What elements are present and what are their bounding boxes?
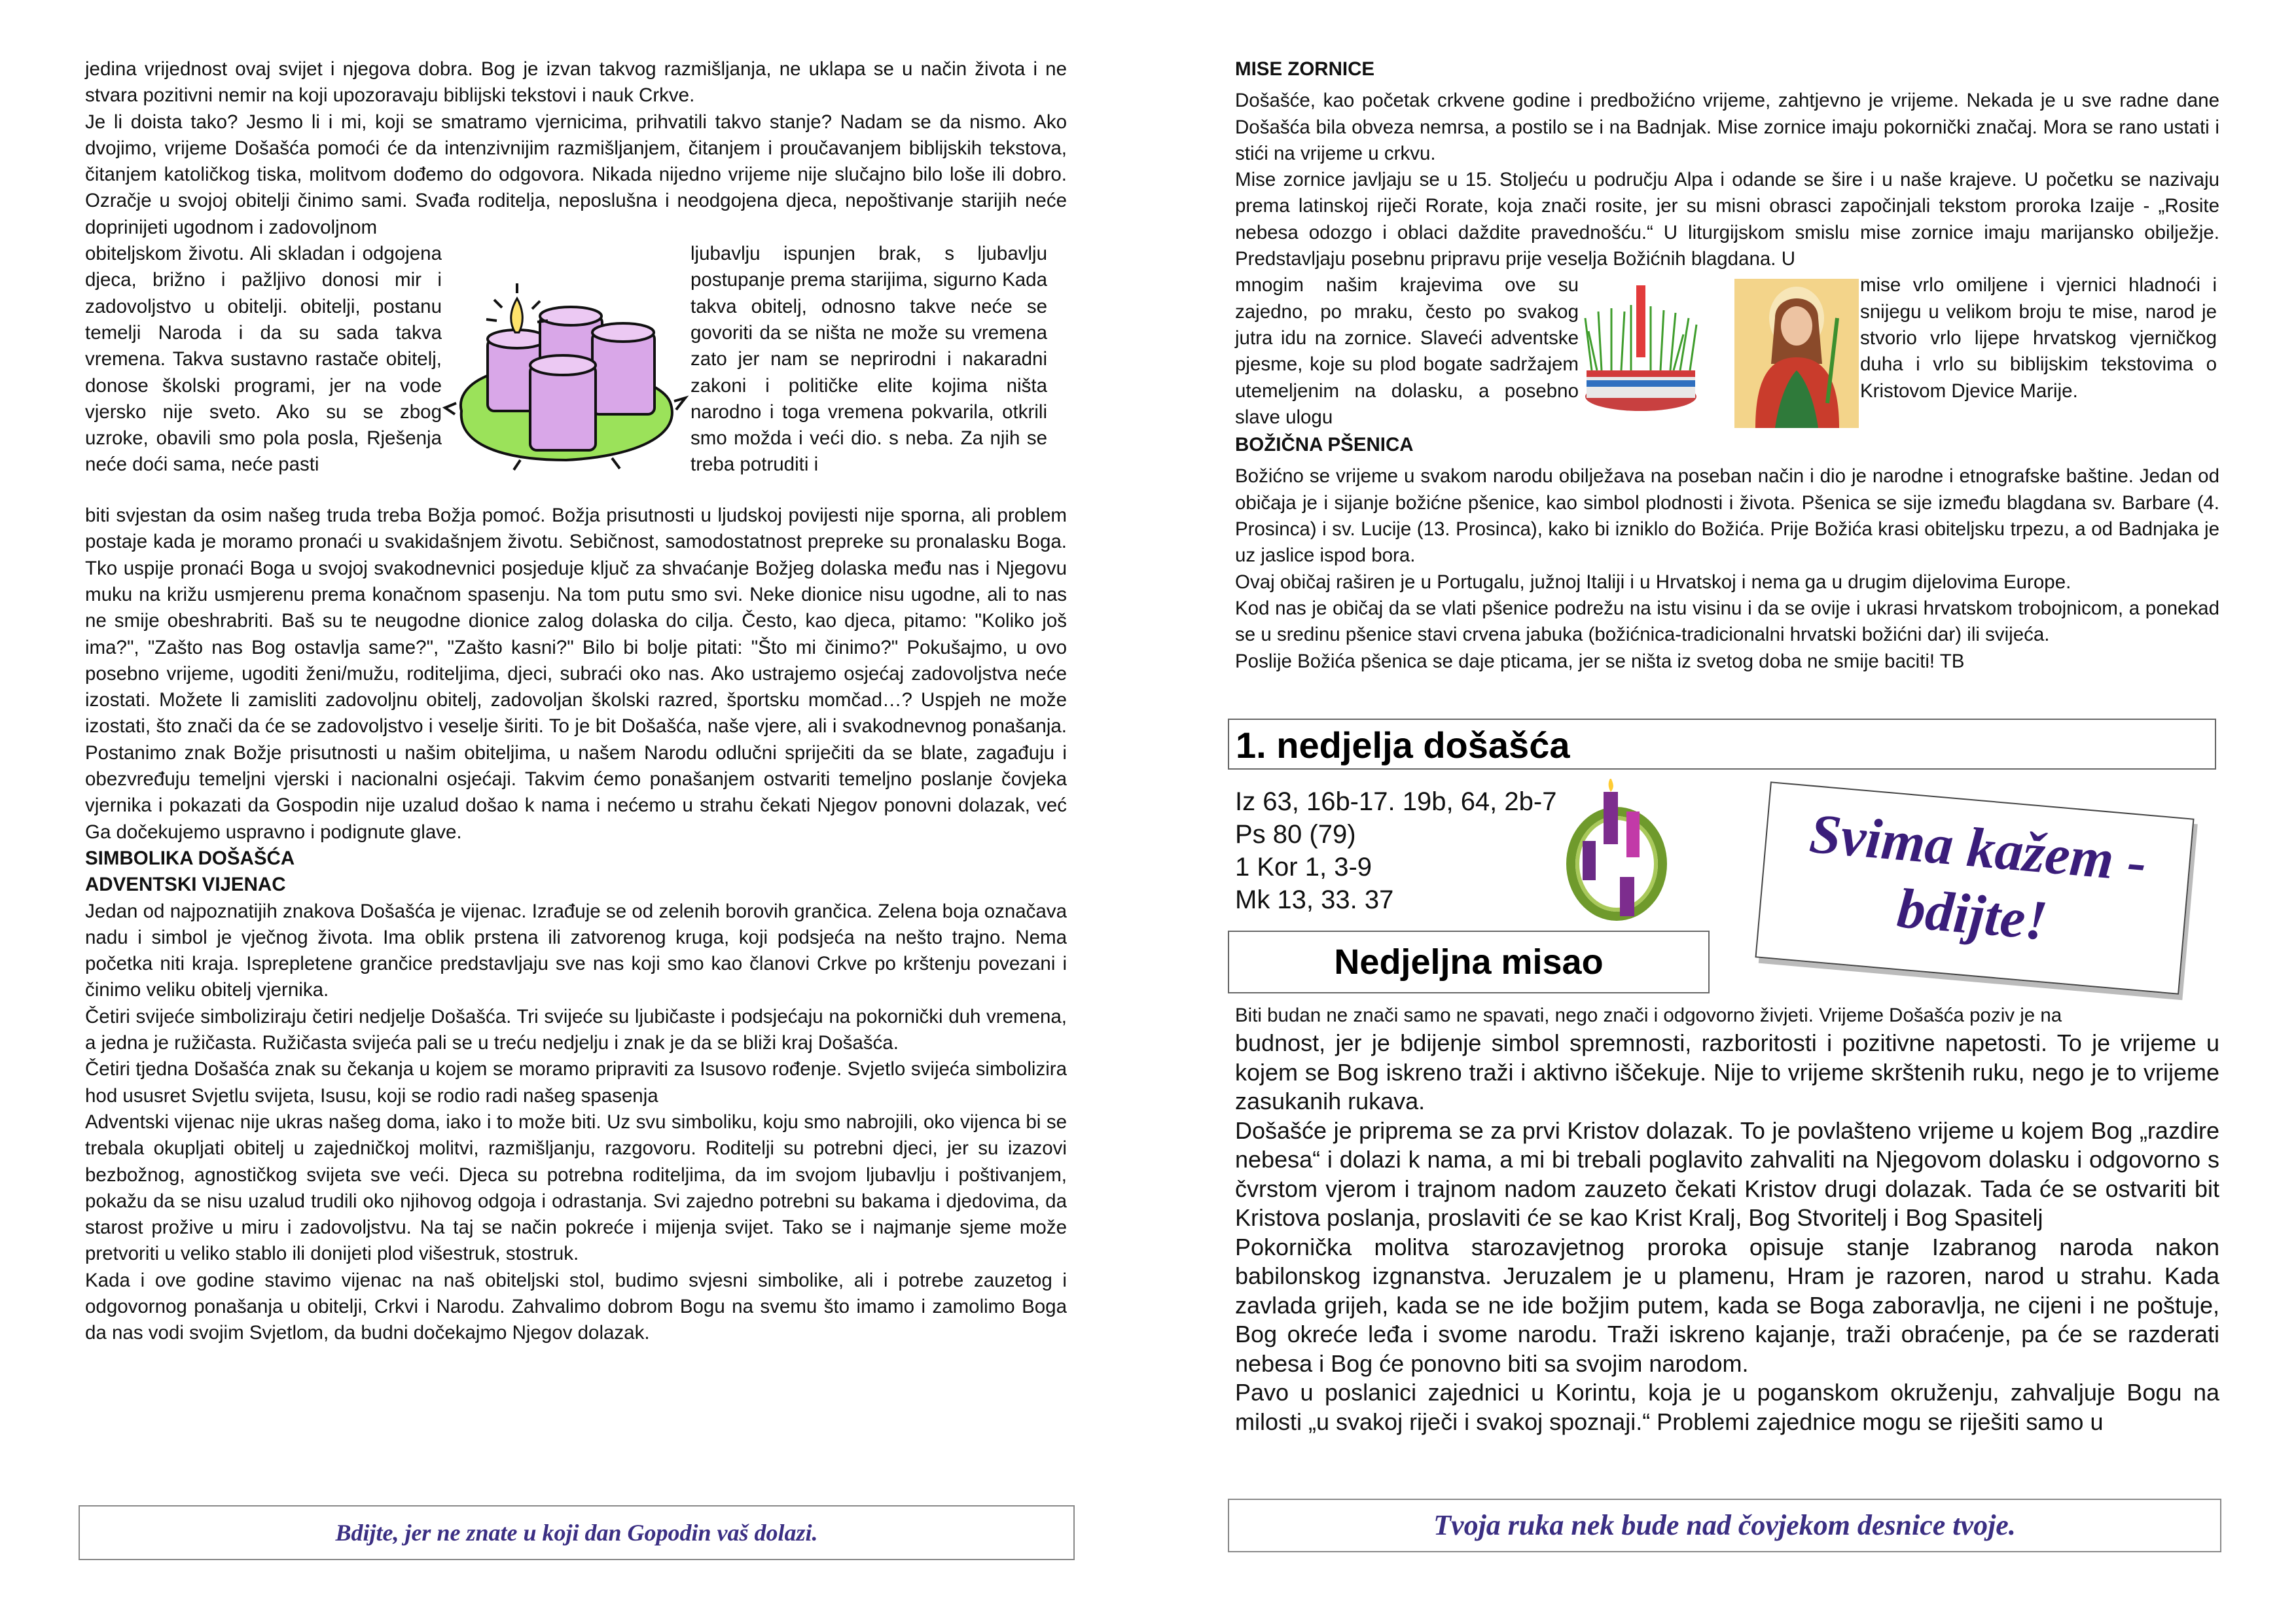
paragraph: budnost, jer je bdijenje simbol spremnosti, razboritosti i pozitivne napetosti. To je vrijeme u kojem se Bog iskreno traži i aktivno iščekuje. Nije to vrijeme skrštenih ruku, nego je to vrijeme zasukanih rukava.: [1235, 1029, 2219, 1115]
section-heading-zornice: MISE ZORNICE: [1235, 58, 1375, 80]
sunday-title-box: [1228, 719, 2216, 770]
small-advent-wreath-icon: [1564, 779, 1669, 929]
footer-text: Tvoja ruka nek bude nad čovjekom desnice tvoje.: [1433, 1509, 2016, 1541]
paragraph: Četiri svijeće simboliziraju četiri nedjelje Došašća. Tri svijeće su ljubičaste i podsjećaju na pokornički duh vremena, a jedna je ružičasta. Ružičasta svijeća pali se u treću nedjelju i znak je da se bliži kraj Došašća.: [85, 1005, 1067, 1054]
paragraph-wrap-right: mise vrlo omiljene i vjernici hladnoći i snijegu u velikom broju te mise, narod je stvorio vrlo lijepe hrvatskog vjerničkog duha i vrlo su biblijskim tekstovima o Kristovom Djevice Marije.: [1860, 274, 2217, 402]
paragraph-wrap-right: ljubavlju ispunjen brak, s ljubavlju postupanje prema starijima, sigurno Kada takva obitelj, odnosno takve neće se govoriti da se ništa ne može su vremena zato jer nam se neprirodni i nakaradni zakoni i političke elite kojima ništa narodno i toga vremena pokvarila, otkrili smo možda i veći dio. s neba. Za njih se treba potruditi i: [691, 243, 1047, 476]
left-column: [85, 56, 1067, 1347]
paragraph: Mise zornice javljaju se u 15. Stoljeću u području Alpa i odande se šire i u naše krajeve. U početku se nazivaju prema latinskoj riječi Rorate, koja znači rosite, jer su misni obrasci započinjali tekstom proroka Izaije - „Rosite nebesa odozgo i oblaci daždite pravednošću.“ U liturgijskom smislu mise zornice imaju marijansko obilježje. Predstavljaju posebnu pripravu prije veselja Božićnih blagdana. U: [1235, 169, 2219, 270]
paragraph-intro: Biti budan ne znači samo ne spavati, nego znači i odgovorno živjeti. Vrijeme Došašća poziv je na: [1235, 1005, 2062, 1026]
section-heading-vijenac: ADVENTSKI VIJENAC: [85, 874, 286, 896]
paragraph: Jedan od najpoznatijih znakova Došašća je vijenac. Izrađuje se od zelenih borovih grančica. Zelena boja označava nadu i simbol je vječnog života. Ima oblik prstena ili zatvorenog kruga, koji podsjeća na nešto trajno. Nema početka niti kraja. Isprepletene grančice predstavljaju sve nas koji smo kao članovi Crkve po krštenju povezani i činimo veliku obitelj vjernika.: [85, 900, 1067, 1001]
paragraph: Pokornička molitva starozavjetnog proroka opisuje stanje Izabranog naroda nakon babilonskog izgnanstva. Jeruzalem je u plamenu, Hram je razoren, narod u strahu. Kada zavlada grijeh, kada se ne ide božjim putem, kada se Boga zaboravlja, ne cijeni i ne poštuje, Bog okreće leđa i svome narodu. Traži iskreno kajanje, traži obraćenje, pa će se razderati nebesa i Bog će ponovno biti sa svojim narodom.: [1235, 1233, 2219, 1377]
slogan-card: [1755, 781, 2194, 995]
paragraph: biti svjestan da osim našeg truda treba Božja pomoć. Božja prisutnosti u ljudskoj povijesti nije sporna, ali problem postaje kada je moramo pronaći u svakidašnjem životu. Sebičnost, samodostatnost prepreke su pronalasku Boga. Tko uspije pronaći Boga u svojoj svakodnevnici posjeduje ključ za shvaćanje Božjeg dolaska među nas i Njegovu muku na križu usmjerenu prema konačnom spasenju. Na tom putu smo svi. Neke dionice nisu ugodne, ali to nas ne smije obeshrabriti. Baš su te neugodne dionice zalog dolaska do cilja. Često, kao djeca, pitamo: "Koliko još ima?", "Zašto nas Bog ostavlja same?", "Zašto kasni?" Bilo bi bolje pitati: "Što mi činimo?" Pokušajmo, u ovo posebno vrijeme, ugoditi ženi/mužu, roditeljima, djeci, subraći oko nas. Ako ustrajemo osjećaj zadovoljstva neće izostati. Možete li zamisliti zadovoljnu obitelj, zadovoljan školski razred, športsku momčad…? Uspjeh ne može izostati, što znači da će se zadovoljstvo i veselje širiti. To je bit Došašća, naše vjere, ali i svakodnevnog ponašanja. Postanimo znak Božje prisutnosti u našim obiteljima, u našem Narodu odlučni spriječiti da se blate, zagađuju i obezvređuju temeljni vjerski i nacionalni osjećaji. Takvim ćemo ponašanjem ostvariti temeljno poslanje čovjeka vjernika i pokazati da Gospodin nije uzalud došao k nama i nećemo u strahu čekati Njegov ponovni dolazak, već Ga dočekujemo uspravno i podignute glave.: [85, 505, 1067, 843]
paragraph: Kod nas je običaj da se vlati pšenice podrežu na istu visinu i da se ovije i ukrasi hrvatskom trobojnicom, a ponekad se u sredinu pšenice stavi crvena jabuka (božićnica-tradicionalni hrvatski božićni dar) ili svijeća.: [1235, 597, 2219, 646]
section-heading-simbolika: SIMBOLIKA DOŠAŠĆA: [85, 847, 295, 869]
paragraph: Došašće, kao početak crkvene godine i predbožićno vrijeme, zahtjevno je vrijeme. Nekada je u sve radne dane Došašća bila obveza nemrsa, a postilo se i na Badnjak. Mise zornice imaju pokornički značaj. Mora se rano ustati i stići na vrijeme u crkvu.: [1235, 90, 2219, 164]
paragraph: Poslije Božića pšenica se daje pticama, jer se ništa iz svetog doba ne smije baciti! TB: [1235, 650, 1965, 672]
zornice-images: [1579, 272, 1860, 429]
left-footer-quote: [79, 1505, 1075, 1560]
reading-item: 1 Kor 1, 3-9: [1235, 853, 1372, 882]
section-heading-psenica: BOŽIČNA PŠENICA: [1235, 434, 1414, 456]
nedjeljna-misao-box: [1228, 931, 1710, 993]
paragraph: Četiri tjedna Došašća znak su čekanja u kojem se moramo pripraviti za Isusovo rođenje. Svjetlo svijeća simbolizira hod ususret Svjetlu svijeta, Isusu, koji se rodio radi našeg spasenja: [85, 1058, 1067, 1107]
zornice-wrap: [1235, 272, 2219, 431]
paragraph: jedina vrijednost ovaj svijet i njegova dobra. Bog je izvan takvog razmišljanja, ne uklapa se u način života i ne stvara pozitivni nemir na koji upozoravaju biblijski tekstovi i nauk Crkve.: [85, 58, 1067, 107]
footer-text: Bdijte, jer ne znate u koji dan Gopodin vaš dolazi.: [335, 1520, 818, 1546]
right-column: [1235, 56, 2219, 711]
paragraph: Božićno se vrijeme u svakom narodu obilježava na poseban način i dio je narodne i etnografske baštine. Jedan od običaja je i sijanje božićne pšenice, kao simbol plodnosti i života. Pšenica se sije između blagdana sv. Barbare (4. Prosinca) i sv. Lucije (13. Prosinca), kako bi izniklo do Božića. Prije Božića krasi obiteljsku trpezu, a od Badnjaka je uz jaslice ispod bora.: [1235, 465, 2219, 567]
small-wreath-image: [1564, 779, 1669, 929]
paragraph: Ovaj običaj raširen je u Portugalu, južnoj Italiji i u Hrvatskoj i nema ga u drugim dijelovima Europe.: [1235, 571, 2072, 593]
wheat-candle-image: [1579, 272, 1860, 429]
advent-wreath-image: [442, 241, 691, 503]
reading-item: Mk 13, 33. 37: [1235, 885, 1394, 914]
paragraph: Pavo u poslanici zajednici u Korintu, koja je u poganskom okruženju, zahvaljuje Bogu na milosti „u svakoj riječi i svakoj spoznaji.“ Problemi zajednice mogu se riješiti samo u: [1235, 1379, 2219, 1435]
advent-wreath-icon: [442, 241, 691, 503]
slogan-line: bdijte!: [1895, 876, 2050, 952]
paragraph: Došašće je priprema se za prvi Kristov dolazak. To je povlašteno vrijeme u kojem Bog „razdire nebesa“ i dolazi k nama, a mi bi trebali poglavito zahvaliti na Njegovom dolasku i odgovorno s čvrstom vjerom i trajnom nadom zauzeto čekati Kristov drugi dolazak. Tada će se ostvariti bit Kristova poslanja, proslaviti će se kao Krist Kralj, Bog Stvoritelj i Bog Spasitelj: [1235, 1116, 2219, 1231]
paragraph-wrap-left: obiteljskom životu. Ali skladan i odgojena djeca, brižno i pažljivo donosi mir i zadovoljstvo u obitelji. obitelji, postanu temelji Naroda i da su sada takva vremena. Takva sustavno rastače obitelj, donose školski programi, jer na vode vjersko nije sveto. Ako su se zbog uzroke, obavili smo pola posla, Rješenja neće doći sama, neće pasti: [85, 243, 442, 476]
slogan-line: Svima kažem -: [1807, 801, 2149, 894]
misao-text: [1235, 1003, 2219, 1436]
reading-item: Iz 63, 16b-17. 19b, 64, 2b-7: [1235, 787, 1557, 816]
readings-list: [1235, 785, 1602, 916]
right-footer-quote: [1228, 1499, 2221, 1552]
misao-title: Nedjeljna misao: [1334, 942, 1604, 982]
paragraph: Adventski vijenac nije ukras našeg doma, iako i to može biti. Uz svu simboliku, koju smo nabrojili, oko vijenca bi se trebala okupljati obitelj u zajedničkoj molitvi, razmišljanju, razgovoru. Roditelji su potrebni djeci, jer su izazovi bezbožnog, agnostičkog svijeta sve veći. Djeca su potrebna roditeljima, da im svojom ljubavlju i poštivanjem, pokažu da se nisu uzalud trudili oko njihovog odgoja i odrastanja. Svi zajedno potrebni su bakama i djedovima, da starost prožive u miru i zadovoljstvu. Na taj se način pokreće i mijenja svijet. Tako se i najmanje sjeme može pretvoriti u veliko stablo ili donijeti plod višestruk, stostruk.: [85, 1111, 1067, 1265]
paragraph-wrap-left: mnogim našim krajevima ove su zajedno, po mraku, često po svakog jutra idu na zornice. Slaveći adventske pjesme, koje su plod bogate sadržajem utemeljenim na dolasku, a posebno slave ulogu: [1235, 274, 1579, 428]
paragraph: Je li doista tako? Jesmo li i mi, koji se smatramo vjernicima, prihvatili takvo stanje? Nadam se da nismo. Ako dvojimo, vrijeme Došašća pomoći će da intenzivnijim razmišljanjem, čitanjem i proučavanjem biblijskih tekstova, čitanjem katoličkog tiska, molitvom dođemo do odgovora. Nikada nijedno vrijeme nije slučajno bilo loše ili dobro. Ozračje u svojoj obitelji činimo sami. Svađa roditelja, neposlušna i neodgojena djeca, nepoštivanje starijih neće doprinijeti ugodnom i zadovoljnom: [85, 111, 1067, 238]
reading-item: Ps 80 (79): [1235, 820, 1356, 849]
wreath-wrap: [85, 241, 1067, 503]
sunday-title: 1. nedjelja došašća: [1236, 724, 1570, 766]
paragraph: Kada i ove godine stavimo vijenac na naš obiteljski stol, budimo svjesni simbolike, ali i potrebe zauzetog i odgovornog ponašanja u obitelji, Crkvi i Narodu. Zahvalimo dobrom Bogu na svemu što imamo i zamolimo Boga da nas vodi svojim Svjetlom, da budni dočekajmo Njegov dolazak.: [85, 1269, 1067, 1344]
